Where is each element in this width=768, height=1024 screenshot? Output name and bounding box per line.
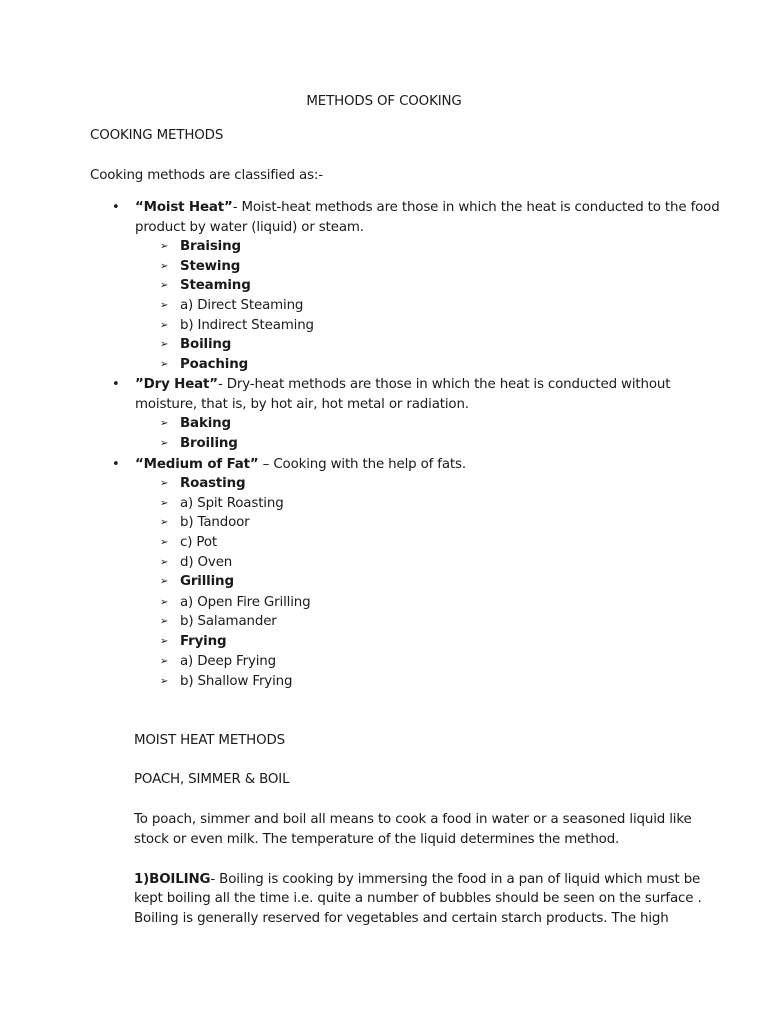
list-item: Broiling bbox=[180, 436, 238, 451]
section-heading-cooking-methods: COOKING METHODS bbox=[90, 128, 224, 143]
paragraph-line: Boiling is generally reserved for vegetables and certain starch products. The high bbox=[134, 911, 669, 926]
arrow-bullet-icon: ➢ bbox=[160, 339, 169, 350]
arrow-bullet-icon: ➢ bbox=[160, 616, 169, 627]
category-desc: – Cooking with the help of fats. bbox=[258, 457, 466, 472]
list-item: a) Direct Steaming bbox=[180, 298, 304, 313]
list-item: a) Deep Frying bbox=[180, 654, 276, 669]
list-item: c) Pot bbox=[180, 535, 217, 550]
list-item: Roasting bbox=[180, 476, 246, 491]
list-item: Boiling bbox=[180, 337, 232, 352]
document-title: METHODS OF COOKING bbox=[306, 94, 462, 109]
category-term: ”Dry Heat” bbox=[135, 377, 218, 392]
category-dry-heat bbox=[135, 375, 670, 395]
list-item: Baking bbox=[180, 416, 231, 431]
arrow-bullet-icon: ➢ bbox=[160, 498, 169, 509]
list-item: Grilling bbox=[180, 574, 234, 589]
list-item: a) Open Fire Grilling bbox=[180, 595, 311, 610]
category-desc: - Moist-heat methods are those in which the heat is conducted to the food bbox=[232, 200, 720, 215]
arrow-bullet-icon: ➢ bbox=[160, 478, 169, 489]
arrow-bullet-icon: ➢ bbox=[160, 557, 169, 568]
list-item: b) Indirect Steaming bbox=[180, 318, 314, 333]
arrow-bullet-icon: ➢ bbox=[160, 636, 169, 647]
category-desc-continued: product by water (liquid) or steam. bbox=[135, 220, 364, 235]
list-item: Steaming bbox=[180, 278, 251, 293]
boiling-paragraph-line bbox=[134, 870, 700, 890]
list-item: b) Shallow Frying bbox=[180, 674, 293, 689]
list-item: Poaching bbox=[180, 357, 249, 372]
arrow-bullet-icon: ➢ bbox=[160, 280, 169, 291]
category-term: “Medium of Fat” bbox=[135, 457, 259, 472]
category-desc: - Dry-heat methods are those in which the heat is conducted without bbox=[217, 377, 671, 392]
paragraph-line: kept boiling all the time i.e. quite a number of bubbles should be seen on the surface . bbox=[134, 891, 702, 906]
arrow-bullet-icon: ➢ bbox=[160, 320, 169, 331]
section-heading-moist-heat-methods: MOIST HEAT METHODS bbox=[134, 733, 285, 748]
boiling-desc: - Boiling is cooking by immersing the food in a pan of liquid which must be bbox=[210, 872, 701, 887]
intro-text: Cooking methods are classified as:- bbox=[90, 168, 323, 183]
category-moist-heat bbox=[135, 198, 720, 218]
arrow-bullet-icon: ➢ bbox=[160, 676, 169, 687]
arrow-bullet-icon: ➢ bbox=[160, 597, 169, 608]
paragraph-line: To poach, simmer and boil all means to cook a food in water or a seasoned liquid like bbox=[134, 812, 692, 827]
bullet-marker: • bbox=[112, 200, 120, 215]
bullet-marker: • bbox=[112, 457, 120, 472]
category-medium-of-fat bbox=[135, 455, 466, 475]
category-desc-continued: moisture, that is, by hot air, hot metal or radiation. bbox=[135, 397, 469, 412]
arrow-bullet-icon: ➢ bbox=[160, 656, 169, 667]
list-item: b) Salamander bbox=[180, 614, 277, 629]
arrow-bullet-icon: ➢ bbox=[160, 517, 169, 528]
list-item: b) Tandoor bbox=[180, 515, 250, 530]
arrow-bullet-icon: ➢ bbox=[160, 418, 169, 429]
arrow-bullet-icon: ➢ bbox=[160, 359, 169, 370]
list-item: Braising bbox=[180, 239, 241, 254]
arrow-bullet-icon: ➢ bbox=[160, 241, 169, 252]
list-item: a) Spit Roasting bbox=[180, 496, 284, 511]
arrow-bullet-icon: ➢ bbox=[160, 261, 169, 272]
arrow-bullet-icon: ➢ bbox=[160, 438, 169, 449]
bullet-marker: • bbox=[112, 377, 120, 392]
list-item: Stewing bbox=[180, 259, 241, 274]
subheading-poach-simmer-boil: POACH, SIMMER & BOIL bbox=[134, 772, 290, 787]
boiling-term: 1)BOILING bbox=[134, 872, 211, 887]
list-item: Frying bbox=[180, 634, 227, 649]
paragraph-line: stock or even milk. The temperature of the liquid determines the method. bbox=[134, 832, 620, 847]
arrow-bullet-icon: ➢ bbox=[160, 537, 169, 548]
arrow-bullet-icon: ➢ bbox=[160, 576, 169, 587]
list-item: d) Oven bbox=[180, 555, 233, 570]
arrow-bullet-icon: ➢ bbox=[160, 300, 169, 311]
category-term: “Moist Heat” bbox=[135, 200, 233, 215]
